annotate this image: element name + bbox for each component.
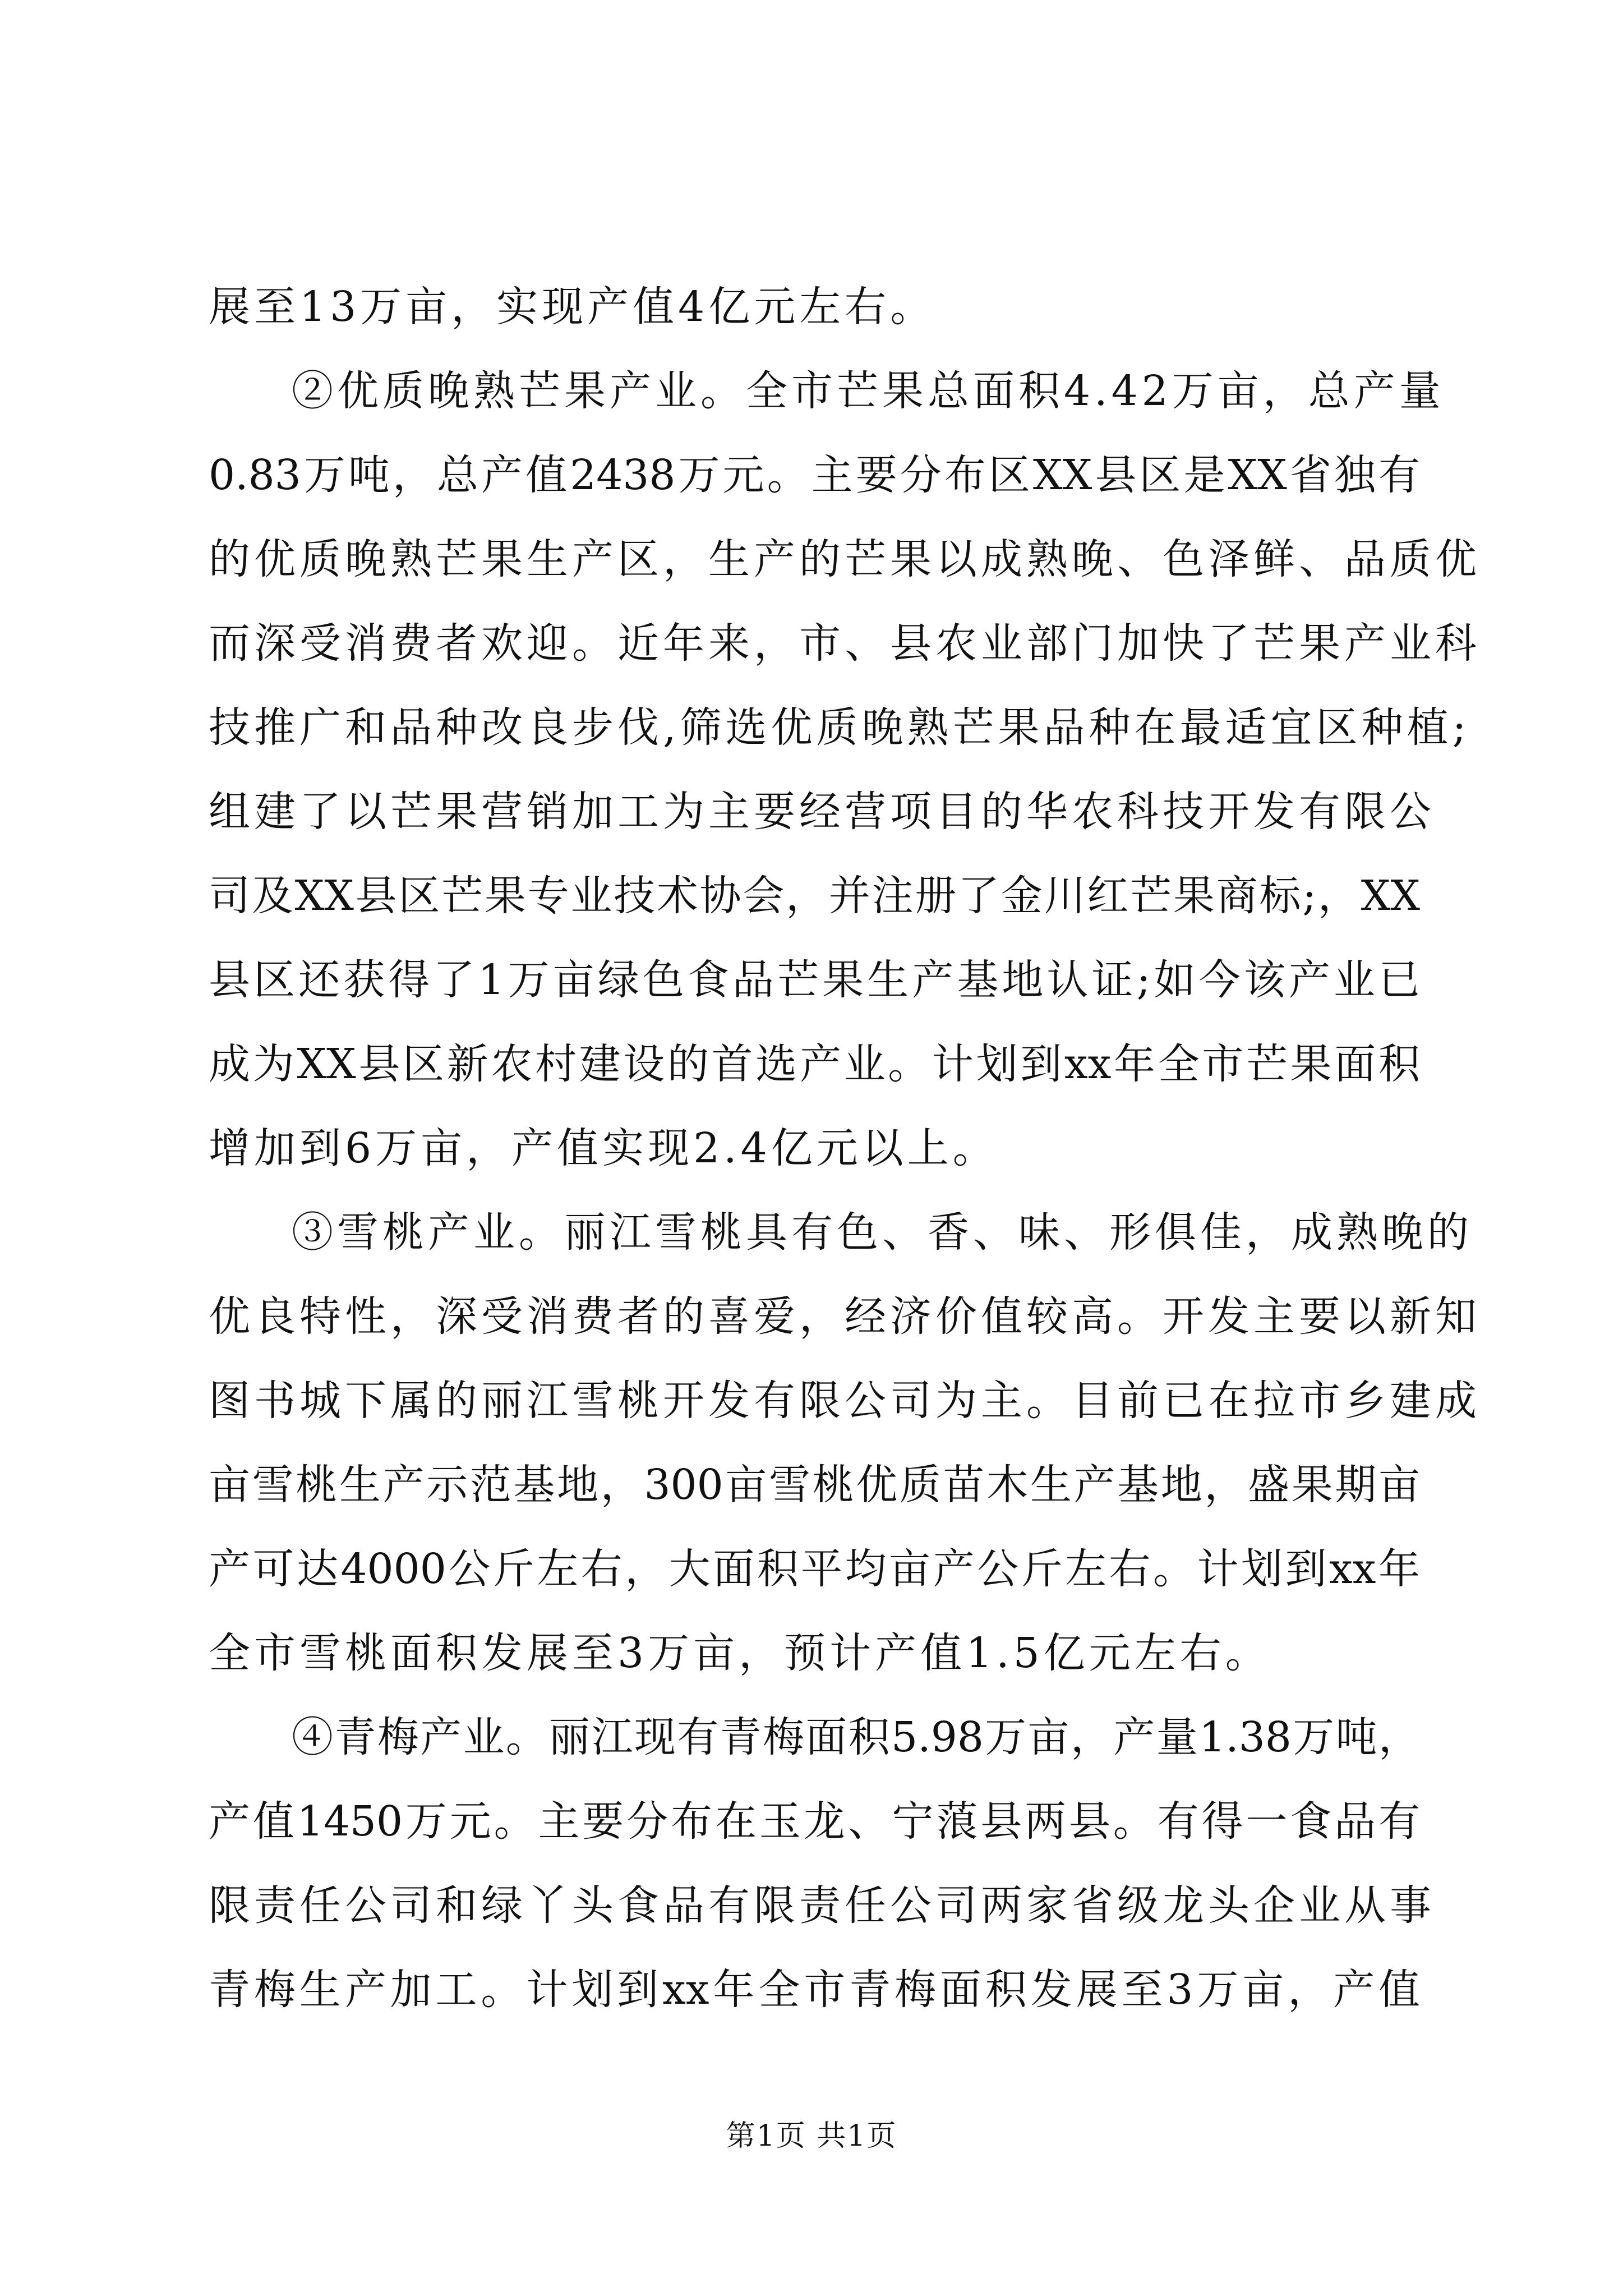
text-line: 组建了以芒果营销加工为主要经营项目的华农科技开发有限公 [209,788,1435,836]
text-line: 亩雪桃生产示范基地，300亩雪桃优质苗木生产基地，盛果期亩 [209,1461,1420,1509]
text-line: 而深受消费者欢迎。近年来，市、县农业部门加快了芒果产业科 [209,619,1481,668]
text-line: 司及XX县区芒果专业技术协会，并注册了金川红芒果商标;，XX [209,872,1420,920]
text-line: 增加到6万亩，产值实现2.4亿元以上。 [209,1124,998,1172]
paragraph-heading-green-plum: ④青梅产业。丽江现有青梅面积5.98万亩，产量1.38万吨， [292,1713,1420,1761]
page-number-footer: 第1页 共1页 [726,2119,897,2153]
text-line: 产可达4000公斤左右，大面积平均亩产公斤左右。计划到xx年 [209,1545,1420,1593]
text-line: 全市雪桃面积发展至3万亩，预计产值1.5亿元左右。 [209,1629,1271,1677]
paragraph-heading-mango: ②优质晚熟芒果产业。全市芒果总面积4.42万亩，总产量 [292,367,1445,415]
text-line: 产值1450万元。主要分布在玉龙、宁蒗县两县。有得一食品有 [209,1797,1420,1846]
text-line: 青梅生产加工。计划到xx年全市青梅面积发展至3万亩，产值 [209,1966,1420,2014]
text-line: 技推广和品种改良步伐,筛选优质晚熟芒果品种在最适宜区种植; [209,703,1470,752]
document-body [209,265,1481,2032]
text-line: 县区还获得了1万亩绿色食品芒果生产基地认证;如今该产业已 [209,956,1420,1004]
text-line: 成为XX县区新农村建设的首选产业。计划到xx年全市芒果面积 [209,1040,1420,1088]
text-line: 展至13万亩，实现产值4亿元左右。 [209,283,936,331]
text-line: 图书城下属的丽江雪桃开发有限公司为主。目前已在拉市乡建成 [209,1377,1481,1425]
text-line: 0.83万吨，总产值2438万元。主要分布区XX县区是XX省独有 [209,451,1420,499]
text-line: 的优质晚熟芒果生产区，生产的芒果以成熟晚、色泽鲜、品质优 [209,535,1481,583]
text-line: 限责任公司和绿丫头食品有限责任公司两家省级龙头企业从事 [209,1881,1435,1930]
paragraph-heading-snow-peach: ③雪桃产业。丽江雪桃具有色、香、味、形俱佳，成熟晚的 [292,1208,1473,1257]
text-line: 优良特性，深受消费者的喜爱，经济价值较高。开发主要以新知 [209,1292,1481,1341]
